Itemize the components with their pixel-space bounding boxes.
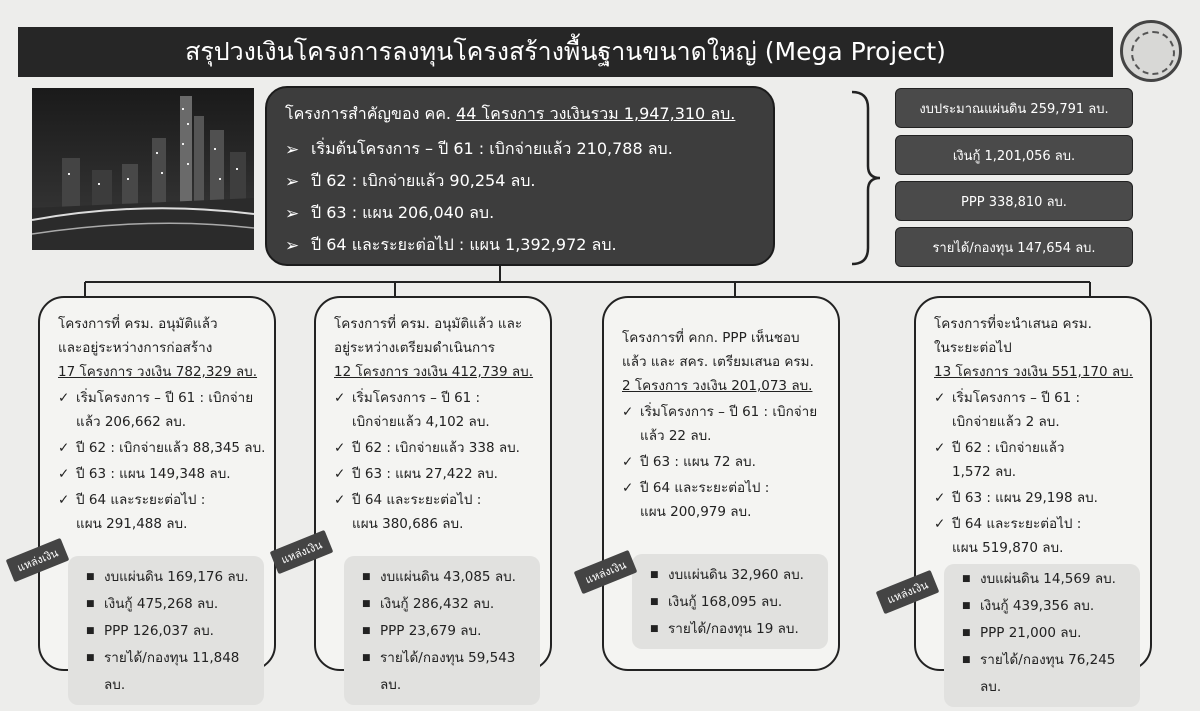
column-title: โครงการที่ คกก. PPP เห็นชอบ แล้ว และ สคร. เตรียมเสนอ ครม. 2 โครงการ วงเงิน 201,073 ลบ. — [622, 330, 814, 394]
summary-line: ➢ ปี 62 : เบิกจ่ายแล้ว 90,254 ลบ. — [285, 171, 536, 192]
project-column-3 — [602, 296, 840, 671]
source-item: ■ งบแผ่นดิน 32,960 ลบ. — [632, 562, 828, 589]
check-icon: ✓ — [934, 440, 946, 456]
source-tag: แหล่งเงิน — [876, 570, 940, 614]
brace-connector — [850, 88, 890, 268]
arrow-icon: ➢ — [285, 235, 300, 256]
summary-line: ➢ เริ่มต้นโครงการ – ปี 61 : เบิกจ่ายแล้ว 210,788 ลบ. — [285, 139, 673, 160]
source-tag: แหล่งเงิน — [270, 530, 334, 574]
project-column-1 — [38, 296, 276, 693]
list-item: ✓ ปี 63 : แผน 149,348 ลบ. — [58, 462, 266, 486]
check-icon: ✓ — [334, 466, 346, 482]
source-panel — [68, 556, 264, 705]
bullet-icon: ■ — [650, 597, 659, 607]
list-item: ✓ ปี 62 : เบิกจ่ายแล้ว 88,345 ลบ. — [58, 436, 266, 460]
funding-pill-ppp: PPP 338,810 ลบ. — [895, 181, 1133, 221]
source-panel — [944, 564, 1140, 707]
list-item: ✓ เริ่มโครงการ – ปี 61 : เบิกจ่ายแล้ว 2 ลบ. — [934, 386, 1142, 434]
check-icon: ✓ — [934, 390, 946, 406]
list-item: ✓ ปี 64 และระยะต่อไป : แผน 380,686 ลบ. — [334, 488, 542, 536]
summary-box — [265, 86, 775, 266]
source-item: ■ งบแผ่นดิน 169,176 ลบ. — [68, 564, 264, 591]
bullet-icon: ■ — [362, 572, 371, 582]
bullet-icon: ■ — [86, 653, 95, 663]
list-item: ✓ ปี 63 : แผน 29,198 ลบ. — [934, 486, 1142, 510]
list-item: ✓ เริ่มโครงการ – ปี 61 : เบิกจ่ายแล้ว 4,102 ลบ. — [334, 386, 542, 434]
bullet-icon: ■ — [86, 599, 95, 609]
column-title: โครงการที่ ครม. อนุมัติแล้ว และอยู่ระหว่างการก่อสร้าง 17 โครงการ วงเงิน 782,329 ลบ. — [58, 316, 258, 380]
project-column-4 — [914, 296, 1152, 695]
check-icon: ✓ — [334, 440, 346, 456]
column-title: โครงการที่จะนำเสนอ ครม. ในระยะต่อไป 13 โครงการ วงเงิน 551,170 ลบ. — [934, 316, 1134, 380]
city-night-photo — [32, 88, 254, 250]
list-item: ✓ ปี 63 : แผน 72 ลบ. — [622, 450, 830, 474]
bullet-icon: ■ — [962, 574, 971, 584]
source-item: ■ PPP 126,037 ลบ. — [68, 618, 264, 645]
bullet-icon: ■ — [650, 570, 659, 580]
check-icon: ✓ — [622, 480, 634, 496]
summary-heading-total: 44 โครงการ วงเงินรวม 1,947,310 ลบ. — [456, 104, 736, 123]
summary-heading-prefix: โครงการสำคัญของ คค. — [285, 104, 457, 123]
funding-pill-revenue: รายได้/กองทุน 147,654 ลบ. — [895, 227, 1133, 267]
bullet-icon: ■ — [962, 601, 971, 611]
summary-heading — [285, 102, 755, 127]
summary-line: ➢ ปี 63 : แผน 206,040 ลบ. — [285, 203, 495, 224]
source-panel — [344, 556, 540, 705]
source-item: ■ เงินกู้ 168,095 ลบ. — [632, 589, 828, 616]
check-icon: ✓ — [58, 466, 70, 482]
summary-line: ➢ ปี 64 และระยะต่อไป : แผน 1,392,972 ลบ. — [285, 235, 617, 256]
check-icon: ✓ — [622, 454, 634, 470]
list-item: ✓ ปี 62 : เบิกจ่ายแล้ว 1,572 ลบ. — [934, 436, 1142, 484]
source-item: ■ งบแผ่นดิน 14,569 ลบ. — [944, 566, 1140, 593]
project-column-2 — [314, 296, 552, 693]
source-item: ■ PPP 23,679 ลบ. — [344, 618, 540, 645]
source-item: ■ PPP 21,000 ลบ. — [944, 620, 1140, 647]
bullet-icon: ■ — [962, 628, 971, 638]
bullet-icon: ■ — [362, 626, 371, 636]
source-item: ■ รายได้/กองทุน 11,848 ลบ. — [68, 645, 264, 699]
check-icon: ✓ — [622, 404, 634, 420]
arrow-icon: ➢ — [285, 139, 300, 160]
list-item: ✓ เริ่มโครงการ – ปี 61 : เบิกจ่าย แล้ว 22 ลบ. — [622, 400, 830, 448]
bullet-icon: ■ — [650, 624, 659, 634]
bullet-icon: ■ — [962, 655, 971, 665]
list-item: ✓ ปี 63 : แผน 27,422 ลบ. — [334, 462, 542, 486]
source-tag: แหล่งเงิน — [6, 538, 70, 582]
page-title-bar — [18, 27, 1113, 77]
source-item: ■ เงินกู้ 286,432 ลบ. — [344, 591, 540, 618]
source-tag: แหล่งเงิน — [574, 550, 638, 594]
bullet-icon: ■ — [362, 599, 371, 609]
list-item: ✓ เริ่มโครงการ – ปี 61 : เบิกจ่าย แล้ว 206,662 ลบ. — [58, 386, 266, 434]
source-item: ■ รายได้/กองทุน 76,245 ลบ. — [944, 647, 1140, 701]
arrow-icon: ➢ — [285, 203, 300, 224]
list-item: ✓ ปี 64 และระยะต่อไป : แผน 291,488 ลบ. — [58, 488, 266, 536]
bullet-icon: ■ — [86, 572, 95, 582]
check-icon: ✓ — [934, 490, 946, 506]
source-item: ■ รายได้/กองทุน 19 ลบ. — [632, 616, 828, 643]
page-title: สรุปวงเงินโครงการลงทุนโครงสร้างพื้นฐานขนาดใหญ่ (Mega Project) — [185, 37, 946, 66]
check-icon: ✓ — [334, 492, 346, 508]
funding-pill-loan: เงินกู้ 1,201,056 ลบ. — [895, 135, 1133, 175]
source-panel — [632, 554, 828, 649]
source-item: ■ รายได้/กองทุน 59,543 ลบ. — [344, 645, 540, 699]
check-icon: ✓ — [58, 440, 70, 456]
source-item: ■ เงินกู้ 475,268 ลบ. — [68, 591, 264, 618]
arrow-icon: ➢ — [285, 171, 300, 192]
check-icon: ✓ — [934, 516, 946, 532]
column-title: โครงการที่ ครม. อนุมัติแล้ว และ อยู่ระหว่างเตรียมดำเนินการ 12 โครงการ วงเงิน 412,739 ลบ. — [334, 316, 534, 380]
check-icon: ✓ — [334, 390, 346, 406]
funding-pill-budget: งบประมาณแผ่นดิน 259,791 ลบ. — [895, 88, 1133, 128]
ministry-seal-icon — [1120, 20, 1182, 82]
bullet-icon: ■ — [362, 653, 371, 663]
source-item: ■ เงินกู้ 439,356 ลบ. — [944, 593, 1140, 620]
check-icon: ✓ — [58, 390, 70, 406]
bullet-icon: ■ — [86, 626, 95, 636]
list-item: ✓ ปี 64 และระยะต่อไป : แผน 200,979 ลบ. — [622, 476, 830, 524]
list-item: ✓ ปี 62 : เบิกจ่ายแล้ว 338 ลบ. — [334, 436, 542, 460]
source-item: ■ งบแผ่นดิน 43,085 ลบ. — [344, 564, 540, 591]
list-item: ✓ ปี 64 และระยะต่อไป : แผน 519,870 ลบ. — [934, 512, 1142, 560]
check-icon: ✓ — [58, 492, 70, 508]
